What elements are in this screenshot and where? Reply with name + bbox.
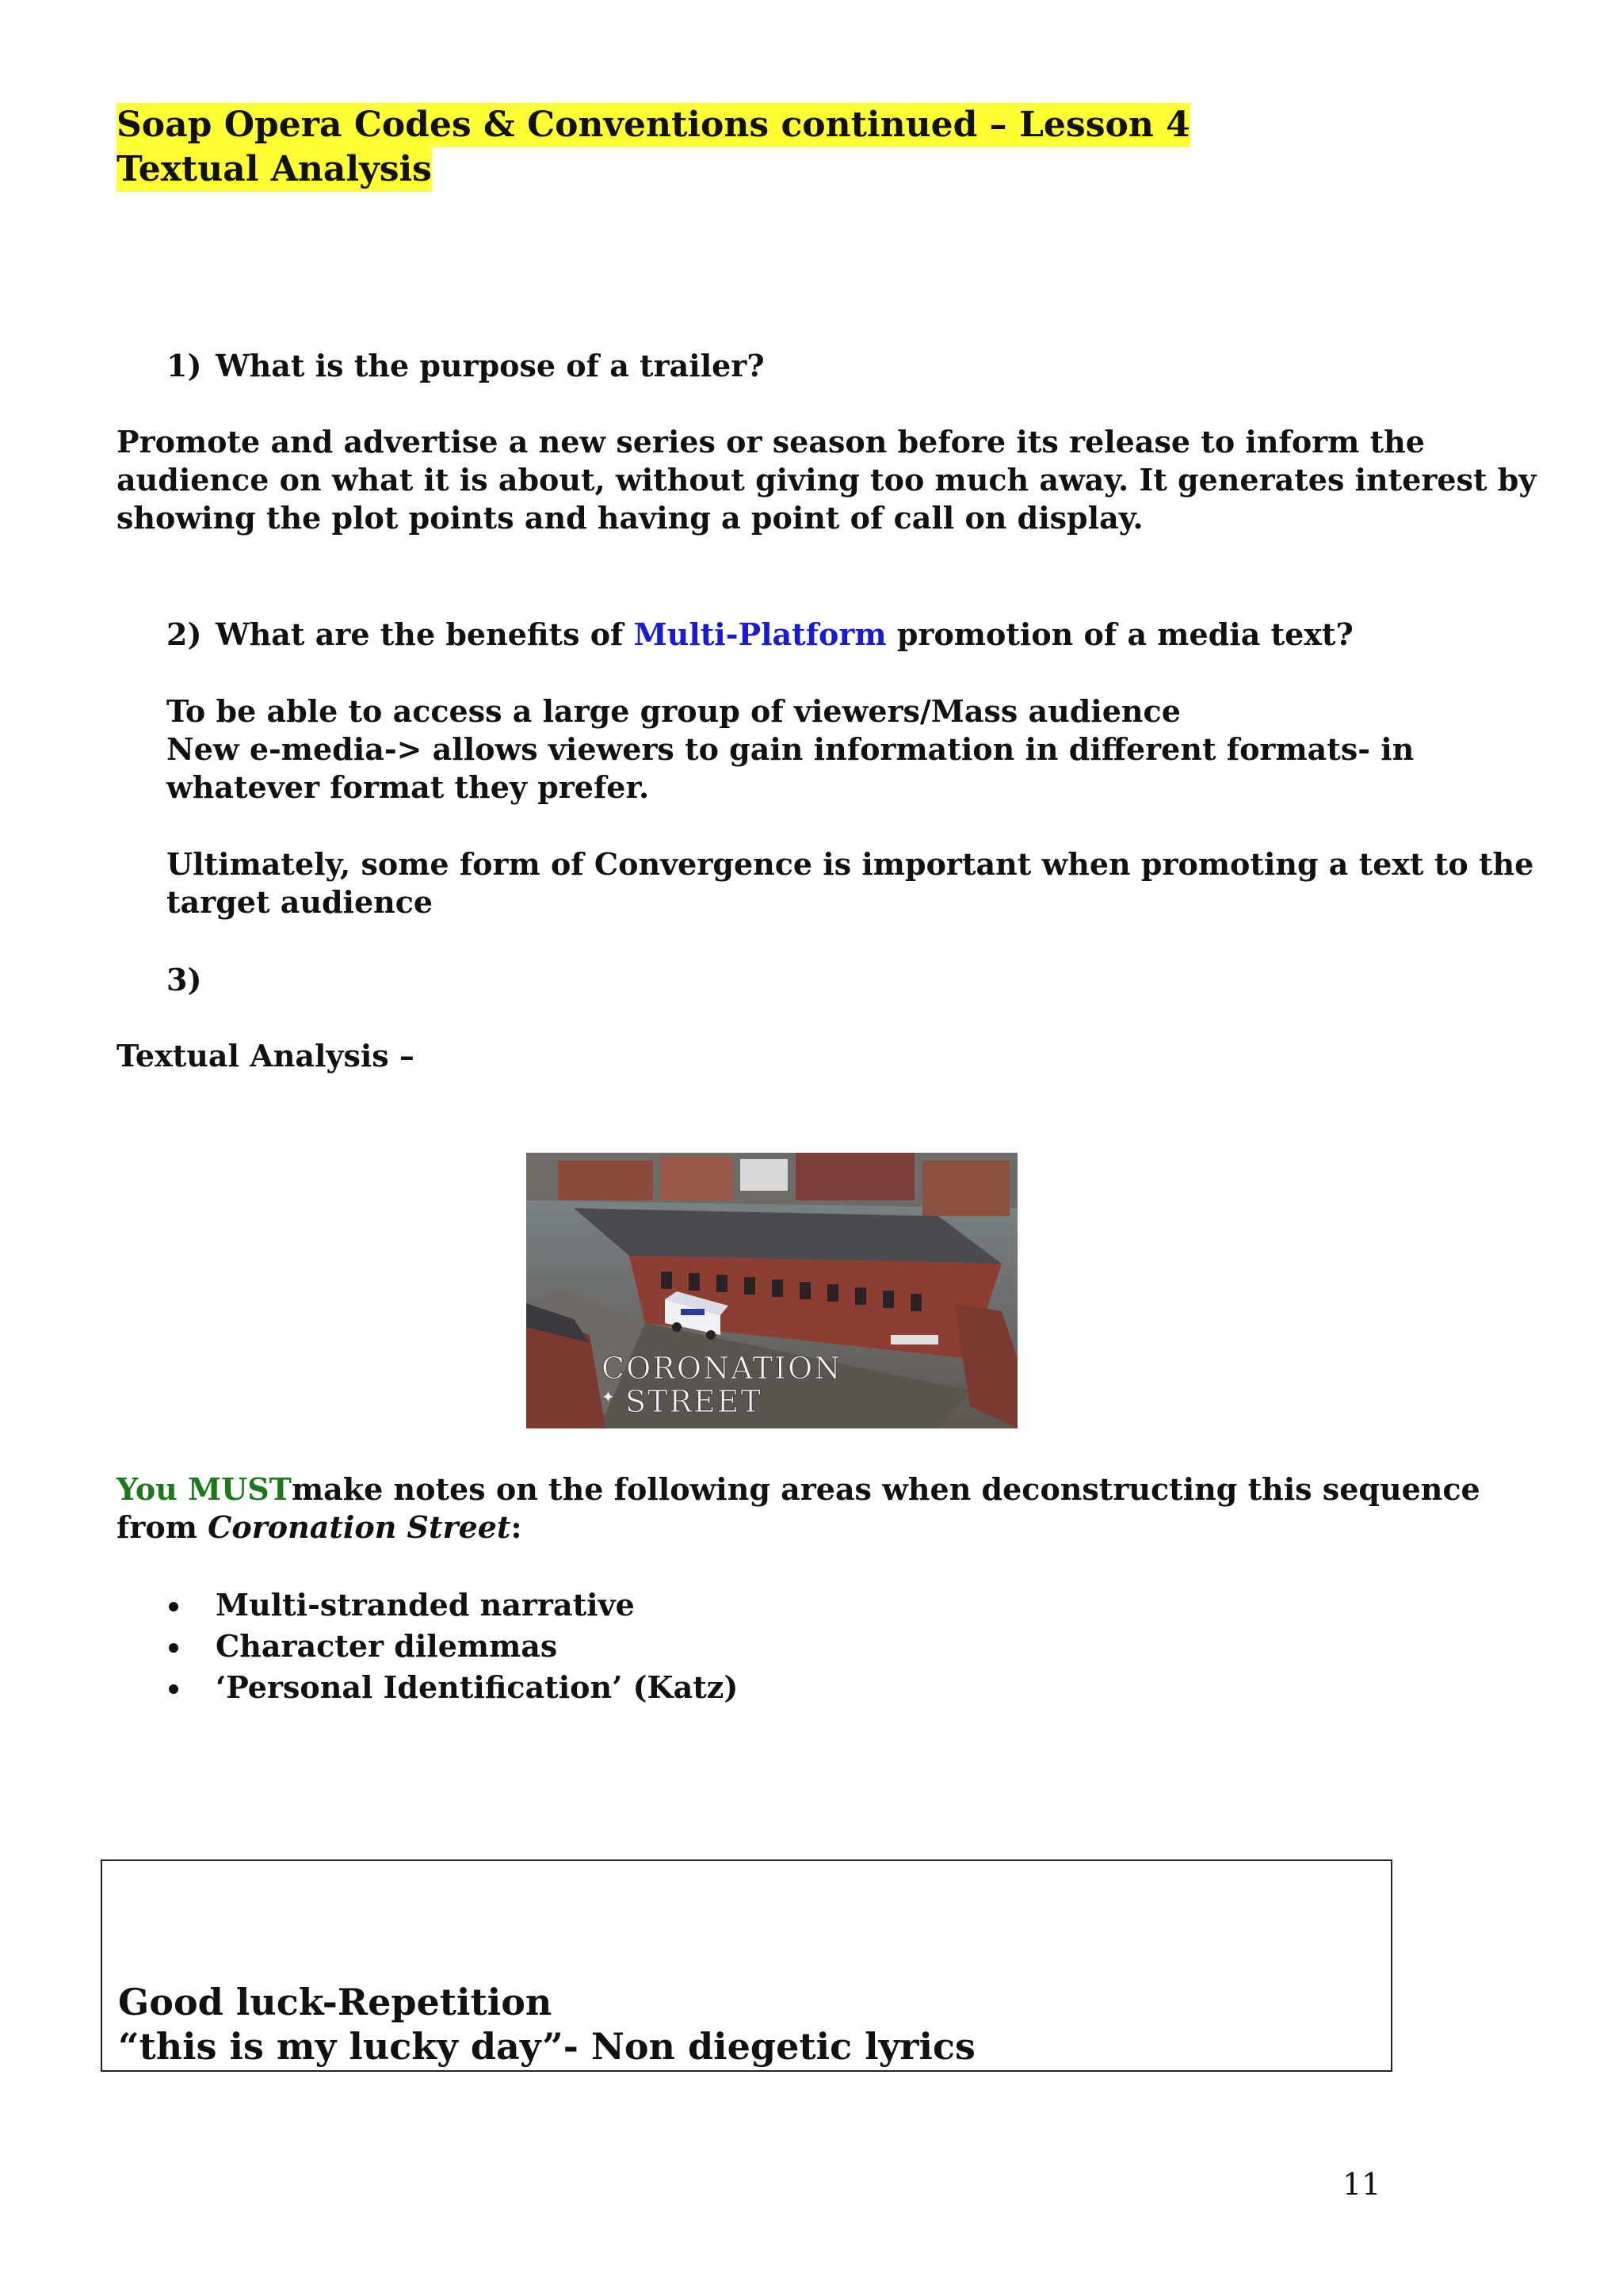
bullet-item-2: Character dilemmas — [216, 1628, 558, 1664]
bullet-item-3: ‘Personal Identification’ (Katz) — [216, 1669, 739, 1705]
notes-line-1: Good luck-Repetition — [118, 1981, 552, 2023]
q3-number: 3) — [166, 962, 202, 997]
instruction-line2-suffix: : — [510, 1509, 522, 1545]
q2-answer-line-1: To be able to access a large group of viewers/Mass audience — [166, 693, 1181, 729]
image-caption-line-2: STREET — [625, 1384, 762, 1419]
q1-question: What is the purpose of a trailer? — [216, 348, 765, 383]
instruction-line-1 — [116, 1470, 1480, 1508]
title-line-1: Soap Opera Codes & Conventions continued – Lesson 4 — [116, 103, 1190, 147]
notes-line-2: “this is my lucky day”- Non diegetic lyrics — [118, 2025, 976, 2068]
instruction-emphasis: You MUST — [116, 1471, 292, 1507]
q1-answer-line-3: showing the plot points and having a point of call on display. — [116, 500, 1144, 536]
q2-question — [216, 616, 1354, 654]
q2-answer2-line-1: Ultimately, some form of Convergence is important when promoting a text to the — [166, 846, 1534, 882]
q2-number: 2) — [166, 616, 202, 652]
instruction-show-title: Coronation Street — [208, 1509, 511, 1545]
bullet-dot-icon — [169, 1684, 178, 1694]
q2-answer-line-3: whatever format they prefer. — [166, 769, 650, 805]
q1-answer-line-2: audience on what it is about, without giving too much away. It generates interest by — [116, 462, 1537, 498]
bullet-dot-icon — [169, 1643, 178, 1653]
textual-analysis-label: Textual Analysis – — [116, 1038, 414, 1074]
bullet-item-1: Multi-stranded narrative — [216, 1587, 635, 1623]
image-caption-line-1: CORONATION — [601, 1351, 842, 1386]
title-line-2: Textual Analysis — [116, 147, 432, 192]
page-number: 11 — [1342, 2167, 1381, 2202]
q2-question-after: promotion of a media text? — [886, 616, 1354, 652]
q2-answer-line-2: New e-media-> allows viewers to gain information in different formats- in — [166, 731, 1415, 767]
q1-answer-line-1: Promote and advertise a new series or season before its release to inform the — [116, 424, 1425, 460]
caption-ornament-icon: ✦ — [601, 1387, 615, 1406]
notes-box — [101, 1859, 1392, 2072]
q1-number: 1) — [166, 348, 202, 383]
instruction-line2-prefix: from — [116, 1509, 208, 1545]
coronation-street-image — [526, 1153, 1018, 1428]
document-title — [116, 103, 1190, 192]
q2-answer2-line-2: target audience — [166, 884, 433, 920]
q2-multi-platform-term: Multi-Platform — [633, 616, 887, 652]
instruction-rest: make notes on the following areas when deconstructing this sequence — [291, 1471, 1480, 1507]
bullet-dot-icon — [169, 1602, 178, 1611]
instruction-line-2 — [116, 1508, 522, 1547]
q2-question-before: What are the benefits of — [216, 616, 634, 652]
